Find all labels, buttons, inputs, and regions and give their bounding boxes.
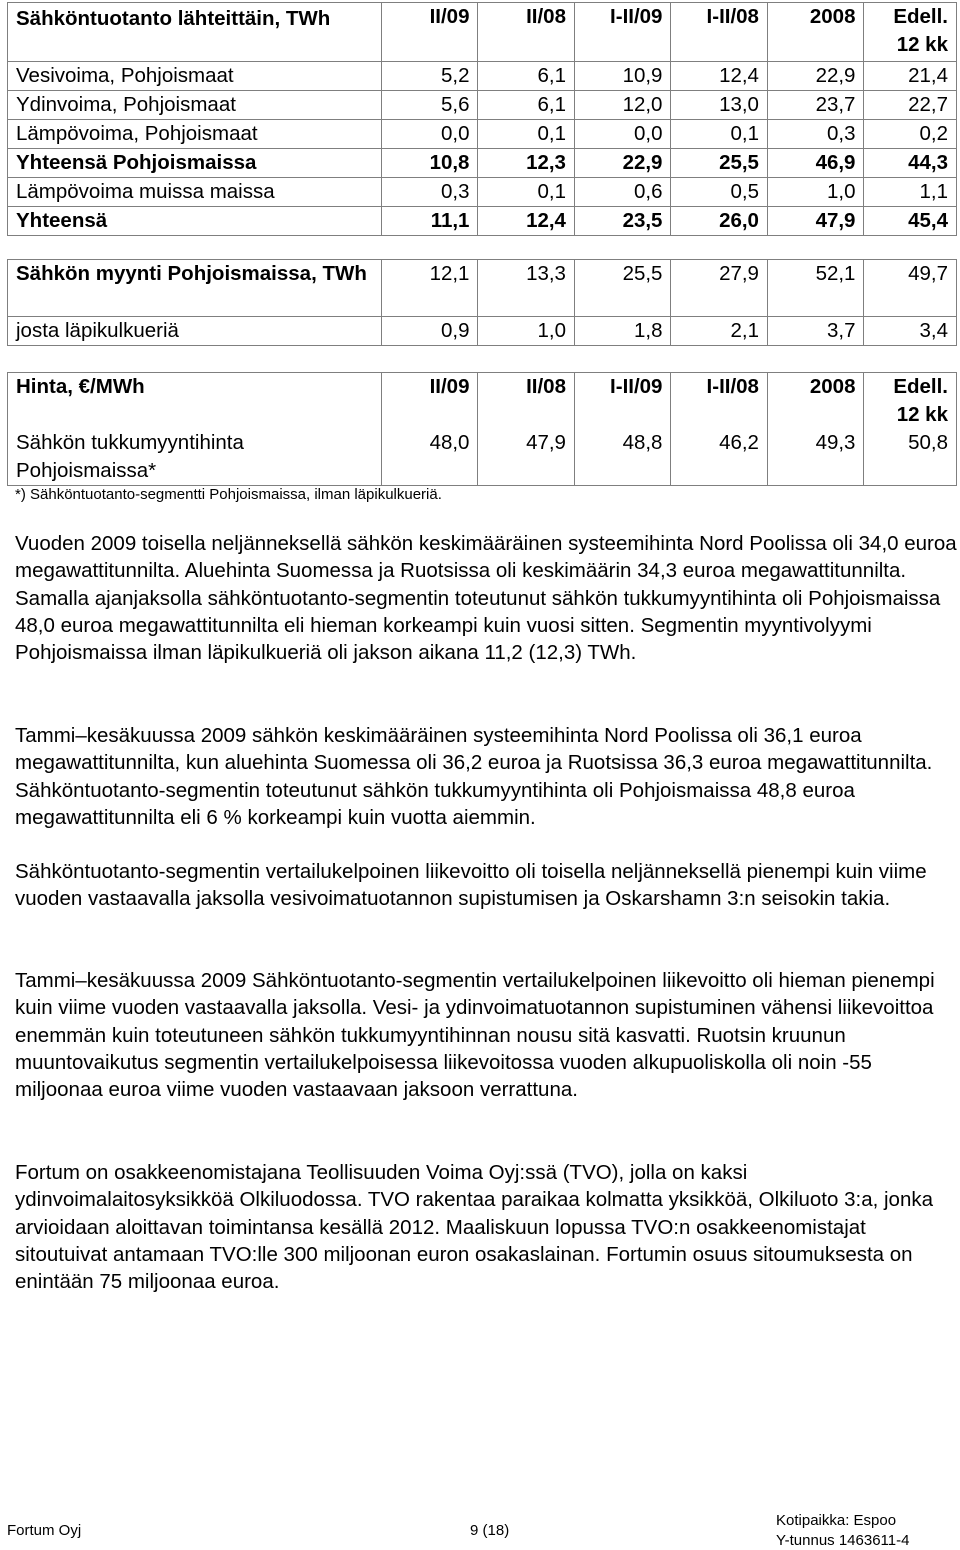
table-row (8, 429, 957, 486)
row-label: josta läpikulkueriä (8, 317, 382, 346)
table-cell: 49,7 (864, 260, 957, 317)
table-cell: 45,4 (864, 207, 957, 236)
production-table-header (8, 3, 957, 62)
table-cell: 0,1 (478, 120, 575, 149)
table-cell: 46,9 (767, 149, 864, 178)
table-cell: 5,6 (381, 91, 478, 120)
paragraph: Vuoden 2009 toisella neljänneksellä sähkön keskimääräinen systeemihinta Nord Poolissa oli 34,0 euroa megawattitunnilta. Aluehinta Suomessa ja Ruotsissa oli keskimäärin 34,3 euroa megawattitunnilta. Samalla ajanjaksolla sähköntuotanto-segmentin toteutunut sähkön tukkumyyntihinta oli Pohjoismaissa 48,0 euroa megawattitunnilta eli hieman korkeampi kuin vuosi sitten. Segmentin myyntivolyymi Pohjoismaissa ilman läpikulkueriä oli jakson aikana 11,2 (12,3) TWh. (15, 532, 957, 665)
table-cell: 12,4 (478, 207, 575, 236)
row-label: Sähkön myynti Pohjoismaissa, TWh (8, 260, 382, 317)
table-cell: 0,5 (671, 178, 768, 207)
table-cell: 1,8 (574, 317, 671, 346)
table-cell: 1,1 (864, 178, 957, 207)
table-cell: 0,3 (767, 120, 864, 149)
production-table (7, 2, 957, 236)
table-cell: 23,5 (574, 207, 671, 236)
table-cell: 52,1 (767, 260, 864, 317)
header-cell: II/09 (381, 373, 478, 430)
table-cell: 3,7 (767, 317, 864, 346)
paragraph: Fortum on osakkeenomistajana Teollisuuden Voima Oyj:ssä (TVO), jolla on kaksi ydinvoimalaitosyksikköä Olkiluodossa. TVO rakentaa paraikaa kolmatta yksikköä, Olkiluoto 3:a, jonka arvioidaan aloittavan toimintansa kesällä 2012. Maaliskuun lopussa TVO:n osakkeenomistajat sitoutuivat antamaan TVO:lle 300 miljoonan euron osakaslainan. Fortumin osuus sitoumuksesta on enintään 75 miljoonaa euroa. (15, 1161, 933, 1294)
footer-page-number: 9 (18) (470, 1522, 510, 1539)
table-row (8, 120, 957, 149)
header-cell: II/09 (381, 3, 478, 62)
table-row (8, 178, 957, 207)
table-cell: 23,7 (767, 91, 864, 120)
table-cell: 0,1 (478, 178, 575, 207)
table-cell: 11,1 (381, 207, 478, 236)
table-cell: 49,3 (767, 429, 864, 486)
price-table (7, 372, 957, 486)
table-cell: 3,4 (864, 317, 957, 346)
table-row (8, 62, 957, 91)
table-cell: 26,0 (671, 207, 768, 236)
paragraph: Tammi–kesäkuussa 2009 Sähköntuotanto-segmentin vertailukelpoinen liikevoitto oli hieman pienempi kuin viime vuoden vastaavalla jaksolla. Vesi- ja ydinvoimatuotannon supistuminen vähensi liikevoittoa enemmän kuin toteutuneen sähkön tukkumyyntihinnan nousu sitä kasvatti. Ruotsin kruunun muuntovaikutus segmentin vertailukelpoisessa liikevoitossa vuoden alkupuoliskolla oli noin -55 miljoonaa euroa viime vuoden vastaavaan jaksoon verrattuna. (15, 969, 935, 1102)
table-cell: 13,0 (671, 91, 768, 120)
sales-table (7, 259, 957, 346)
table-cell: 22,7 (864, 91, 957, 120)
row-label: Lämpövoima, Pohjoismaat (8, 120, 382, 149)
row-label: Sähkön tukkumyyntihinta Pohjoismaissa* (8, 429, 382, 486)
table-cell: 25,5 (574, 260, 671, 317)
table-cell: 48,8 (574, 429, 671, 486)
table-row (8, 149, 957, 178)
header-cell: Edell. 12 kk (864, 373, 957, 430)
footnote: *) Sähköntuotanto-segmentti Pohjoismaissa, ilman läpikulkueriä. (15, 486, 442, 503)
table-cell: 12,1 (381, 260, 478, 317)
table-cell: 5,2 (381, 62, 478, 91)
table-cell: 6,1 (478, 91, 575, 120)
paragraph: Tammi–kesäkuussa 2009 sähkön keskimääräinen systeemihinta Nord Poolissa oli 36,1 euroa megawattitunnilta, kun aluehinta Suomessa oli 36,2 euroa ja Ruotsissa 36,3 euroa megawattitunnilta. Sähköntuotanto-segmentin toteutunut sähkön tukkumyyntihinta oli Pohjoismaissa 48,8 euroa megawattitunnilta eli 6 % korkeampi kuin vuotta aiemmin. (15, 724, 933, 829)
table-cell: 2,1 (671, 317, 768, 346)
table-cell: 47,9 (767, 207, 864, 236)
table-cell: 44,3 (864, 149, 957, 178)
header-cell: I-II/09 (574, 373, 671, 430)
table-cell: 1,0 (767, 178, 864, 207)
paragraph: Sähköntuotanto-segmentin vertailukelpoinen liikevoitto oli toisella neljänneksellä pienempi kuin viime vuoden vastaavalla jaksolla vesivoimatuotannon supistumisen ja Oskarshamn 3:n seisokin takia. (15, 860, 927, 911)
footer-company: Fortum Oyj (7, 1522, 82, 1539)
table-cell: 22,9 (767, 62, 864, 91)
header-cell: Edell. 12 kk (864, 3, 957, 62)
header-cell: I-II/08 (671, 3, 768, 62)
table-cell: 13,3 (478, 260, 575, 317)
row-label: Yhteensä Pohjoismaissa (8, 149, 382, 178)
row-label: Ydinvoima, Pohjoismaat (8, 91, 382, 120)
table-row (8, 317, 957, 346)
table-cell: 0,3 (381, 178, 478, 207)
header-cell: II/08 (478, 3, 575, 62)
table-cell: 10,8 (381, 149, 478, 178)
table-cell: 0,1 (671, 120, 768, 149)
table-row (8, 260, 957, 317)
table-cell: 0,9 (381, 317, 478, 346)
table-cell: 12,3 (478, 149, 575, 178)
table-cell: 21,4 (864, 62, 957, 91)
price-table-header (8, 373, 957, 430)
table-row (8, 207, 957, 236)
header-cell: Sähköntuotanto lähteittäin, TWh (8, 3, 382, 62)
table-cell: 6,1 (478, 62, 575, 91)
row-label: Lämpövoima muissa maissa (8, 178, 382, 207)
header-cell: I-II/08 (671, 373, 768, 430)
header-cell: Hinta, €/MWh (8, 373, 382, 430)
header-cell: I-II/09 (574, 3, 671, 62)
table-cell: 12,4 (671, 62, 768, 91)
table-cell: 50,8 (864, 429, 957, 486)
header-cell: 2008 (767, 373, 864, 430)
row-label: Vesivoima, Pohjoismaat (8, 62, 382, 91)
table-cell: 25,5 (671, 149, 768, 178)
table-cell: 0,6 (574, 178, 671, 207)
table-cell: 1,0 (478, 317, 575, 346)
table-cell: 27,9 (671, 260, 768, 317)
table-row (8, 91, 957, 120)
table-cell: 22,9 (574, 149, 671, 178)
table-cell: 47,9 (478, 429, 575, 486)
header-cell: II/08 (478, 373, 575, 430)
footer-business-id: Y-tunnus 1463611-4 (776, 1532, 910, 1549)
table-cell: 12,0 (574, 91, 671, 120)
table-cell: 0,0 (574, 120, 671, 149)
table-cell: 0,2 (864, 120, 957, 149)
footer-domicile: Kotipaikka: Espoo (776, 1512, 897, 1529)
table-cell: 10,9 (574, 62, 671, 91)
table-cell: 46,2 (671, 429, 768, 486)
header-cell: 2008 (767, 3, 864, 62)
table-cell: 48,0 (381, 429, 478, 486)
row-label: Yhteensä (8, 207, 382, 236)
table-cell: 0,0 (381, 120, 478, 149)
